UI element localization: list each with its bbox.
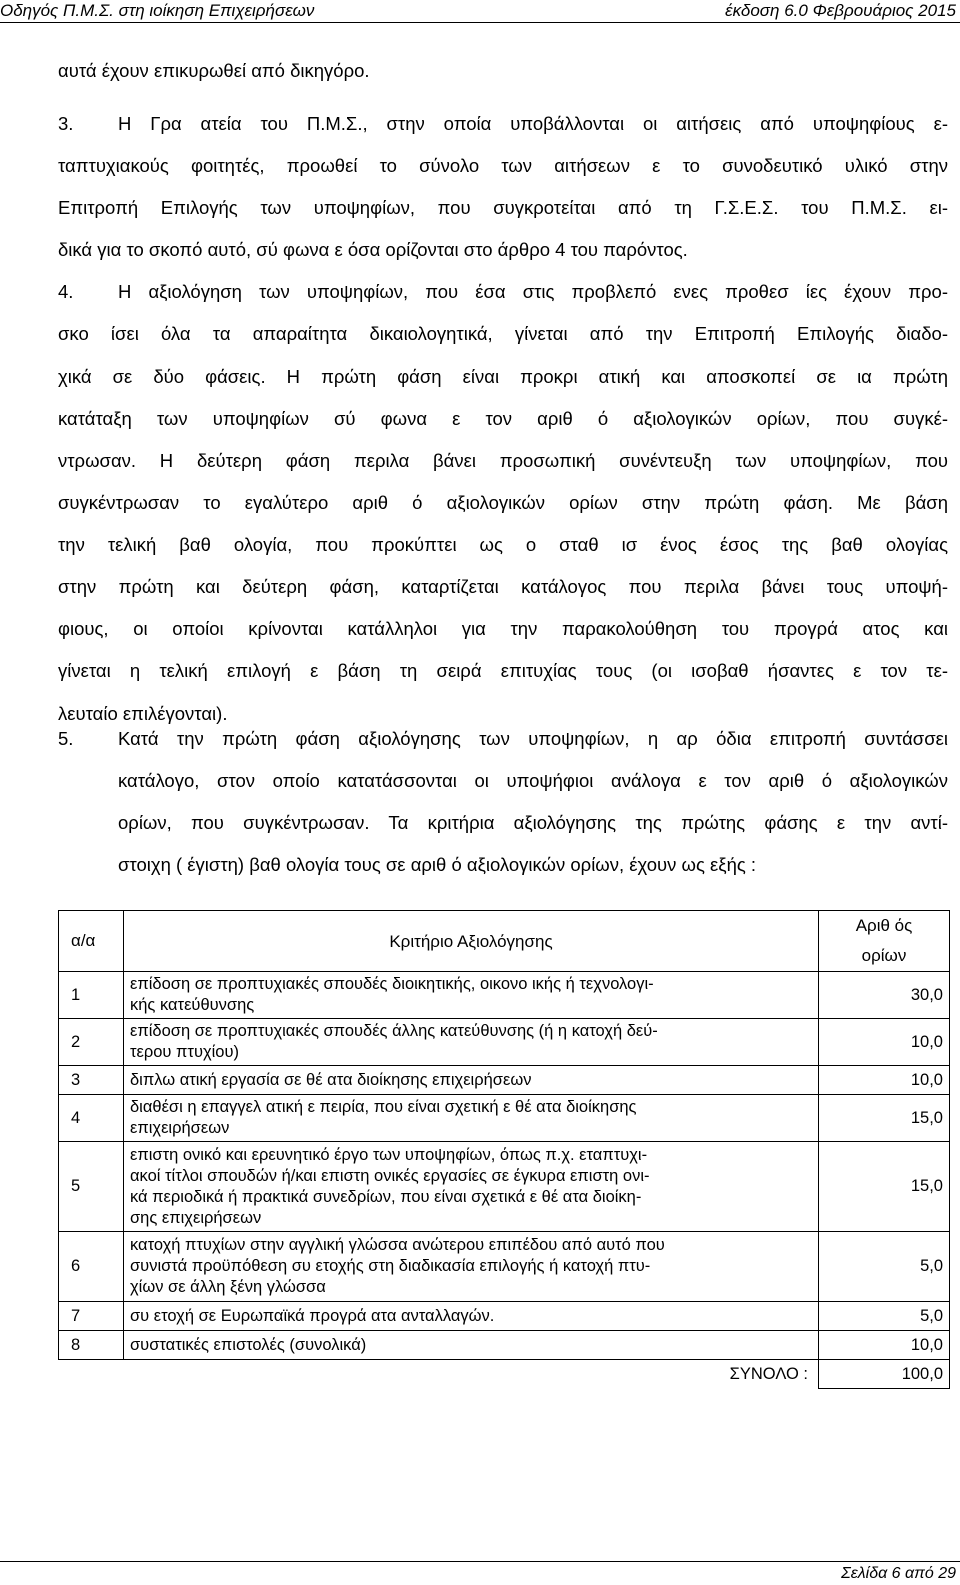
- paragraph-3-number: 3.: [58, 113, 74, 134]
- paragraph-3-line-1: Η Γρα ατεία του Π.Μ.Σ., στην οποία υποβάλλονται οι αιτήσεις από υποψηφίους ε-: [118, 113, 948, 134]
- row-no: 2: [59, 1019, 124, 1066]
- criterion-line: επίδοση σε προπτυχιακές σπουδές διοικητικής, οικονο ικής ή τεχνολογι-: [130, 975, 654, 993]
- row-points: 10,0: [819, 1331, 950, 1360]
- criterion-line: διαθέσι η επαγγελ ατική ε πειρία, που είναι σχετική ε θέ ατα διοίκησης: [130, 1098, 637, 1116]
- row-points: 15,0: [819, 1095, 950, 1142]
- row-points: 10,0: [819, 1066, 950, 1095]
- row-criterion: [124, 1019, 819, 1066]
- row-criterion: [124, 1066, 819, 1095]
- intro-line: [58, 60, 370, 82]
- table-row: [59, 972, 950, 1019]
- intro-text: αυτά έχουν επικυρωθεί από δικηγόρο.: [58, 60, 370, 81]
- criterion-line: συστατικές επιστολές (συνολικά): [130, 1335, 367, 1354]
- criterion-line: επιστη ονικό και ερευνητικό έργο των υποψηφίων, όπως π.χ. εταπτυχι-: [130, 1145, 648, 1164]
- header-no: α/α: [59, 911, 124, 972]
- criterion-line: τερου πτυχίου): [130, 1043, 239, 1061]
- paragraph-3-line-4: δικά για το σκοπό αυτό, σύ φωνα ε όσα ορίζονται στο άρθρο 4 του παρόντος.: [58, 239, 688, 260]
- table-row: [59, 1331, 950, 1360]
- row-no: 6: [59, 1232, 124, 1302]
- table-row: [59, 1302, 950, 1331]
- criterion-line: κά περιοδικά ή πρακτικά συνεδρίων, που είναι σχετικά ε θέ ατα διοίκη-: [130, 1187, 642, 1206]
- row-no: 7: [59, 1302, 124, 1331]
- paragraph-3-line-3: Επιτροπή Επιλογής των υποψηφίων, που συγκροτείται από τη Γ.Σ.Ε.Σ. του Π.Μ.Σ. ει-: [58, 197, 948, 218]
- paragraph-5-number: 5.: [58, 728, 74, 749]
- row-no: 4: [59, 1095, 124, 1142]
- header-points-line-2: ορίων: [861, 946, 907, 965]
- row-criterion: [124, 1302, 819, 1331]
- criterion-line: συνιστά προϋπόθεση συ ετοχής στη διαδικασία επιλογής ή κατοχή πτυ-: [130, 1257, 651, 1275]
- paragraph-4-line-8: στην πρώτη και δεύτερη φάση, καταρτίζεται κατάλογος που περιλα βάνει τους υποψή-: [58, 576, 948, 597]
- criteria-table: [58, 910, 950, 1389]
- criterion-line: συ ετοχή σε Ευρωπαϊκά προγρά ατα ανταλλαγών.: [130, 1306, 495, 1325]
- footer-divider: [0, 1561, 960, 1562]
- row-criterion: [124, 1232, 819, 1302]
- paragraph-4-number: 4.: [58, 281, 74, 302]
- row-points: 30,0: [819, 972, 950, 1019]
- table-row: [59, 1066, 950, 1095]
- header-document-title: Οδηγός Π.Μ.Σ. στη ιοίκηση Επιχειρήσεων: [0, 1, 315, 20]
- total-row: [59, 1360, 950, 1389]
- paragraph-4-line-7: την τελική βαθ ολογία, που προκύπτει ως ο σταθ ισ ένος έσος της βαθ ολογίας: [58, 534, 948, 555]
- table-row: [59, 1019, 950, 1066]
- paragraph-3-line-2: ταπτυχιακούς φοιτητές, προωθεί το σύνολο των αιτήσεων ε το συνοδευτικό υλικό στην: [58, 155, 948, 176]
- criterion-line: κής κατεύθυνσης: [130, 996, 255, 1014]
- criterion-line: διπλω ατική εργασία σε θέ ατα διοίκησης επιχειρήσεων: [130, 1070, 532, 1089]
- row-points: 5,0: [819, 1302, 950, 1331]
- paragraph-4-line-3: χικά σε δύο φάσεις. Η πρώτη φάση είναι προκρι ατική και αποσκοπεί σε ια πρώτη: [58, 366, 948, 387]
- total-value: 100,0: [819, 1360, 950, 1389]
- row-criterion: [124, 1331, 819, 1360]
- criterion-line: ακοί τίτλοι σπουδών ή/και επιστη ονικές εργασίες σε έγκυρα επιστη ονι-: [130, 1166, 650, 1185]
- total-label: ΣΥΝΟΛΟ :: [729, 1364, 808, 1383]
- row-criterion: [124, 1142, 819, 1232]
- table-row: [59, 1095, 950, 1142]
- paragraph-5-line-3: ορίων, που συγκέντρωσαν. Τα κριτήρια αξιολόγησης της πρώτης φάσης ε την αντί-: [118, 812, 948, 833]
- row-no: 3: [59, 1066, 124, 1095]
- row-points: 15,0: [819, 1142, 950, 1232]
- header-points: [819, 911, 950, 972]
- criterion-line: επίδοση σε προπτυχιακές σπουδές άλλης κατεύθυνσης (ή η κατοχή δεύ-: [130, 1022, 658, 1040]
- table-header-row: [59, 911, 950, 972]
- row-criterion: [124, 1095, 819, 1142]
- row-criterion: [124, 972, 819, 1019]
- paragraph-4-line-9: φιους, οι οποίοι κρίνονται κατάλληλοι για την παρακολούθηση του προγρά ατος και: [58, 618, 948, 639]
- criterion-line: χίων σε άλλη ξένη γλώσσα: [130, 1278, 326, 1296]
- criterion-line: επιχειρήσεων: [130, 1119, 230, 1137]
- paragraph-4-line-5: ντρωσαν. Η δεύτερη φάση περιλα βάνει προσωπική συνέντευξη των υποψηφίων, που: [58, 450, 948, 471]
- page-header: [0, 0, 960, 24]
- paragraph-4-line-6: συγκέντρωσαν το εγαλύτερο αριθ ό αξιολογικών ορίων στην πρώτη φάση. Με βάση: [58, 492, 948, 513]
- criterion-line: σης επιχειρήσεων: [130, 1208, 262, 1227]
- row-points: 10,0: [819, 1019, 950, 1066]
- paragraph-4-line-4: κατάταξη των υποψηφίων σύ φωνα ε τον αριθ ό αξιολογικών ορίων, που συγκέ-: [58, 408, 948, 429]
- paragraph-4-line-11: λευταίο επιλέγονται).: [58, 703, 228, 724]
- row-no: 8: [59, 1331, 124, 1360]
- paragraph-5-line-1: Κατά την πρώτη φάση αξιολόγησης των υποψηφίων, η αρ όδια επιτροπή συντάσσει: [118, 728, 948, 749]
- header-version: έκδοση 6.0 Φεβρουάριος 2015: [725, 1, 956, 20]
- paragraph-5-line-2: κατάλογο, στον οποίο κατατάσσονται οι υποψήφιοι ανάλογα ε τον αριθ ό αξιολογικών: [118, 770, 948, 791]
- paragraph-4-line-10: γίνεται η τελική επιλογή ε βάση τη σειρά επιτυχίας τους (οι ισοβαθ ήσαντες ε τον τε-: [58, 660, 948, 681]
- row-no: 5: [59, 1142, 124, 1232]
- row-no: 1: [59, 972, 124, 1019]
- table-row: [59, 1232, 950, 1302]
- paragraph-4-line-2: σκο ίσει όλα τα απαραίτητα δικαιολογητικά, γίνεται από την Επιτροπή Επιλογής διαδο-: [58, 323, 948, 344]
- paragraph-4-line-1: Η αξιολόγηση των υποψηφίων, που έσα στις προβλεπό ενες προθεσ ίες έχουν προ-: [118, 281, 948, 302]
- page-number: Σελίδα 6 από 29: [841, 1565, 956, 1582]
- row-points: 5,0: [819, 1232, 950, 1302]
- table-row: [59, 1142, 950, 1232]
- header-criterion: Κριτήριο Αξιολόγησης: [124, 911, 819, 972]
- header-points-line-1: Αριθ ός: [855, 916, 913, 935]
- criterion-line: κατοχή πτυχίων στην αγγλική γλώσσα ανώτερου επιπέδου από αυτό που: [130, 1236, 665, 1254]
- paragraph-5-line-4: στοιχη ( έγιστη) βαθ ολογία τους σε αριθ ό αξιολογικών ορίων, έχουν ως εξής :: [118, 854, 757, 875]
- header-divider: [0, 22, 960, 23]
